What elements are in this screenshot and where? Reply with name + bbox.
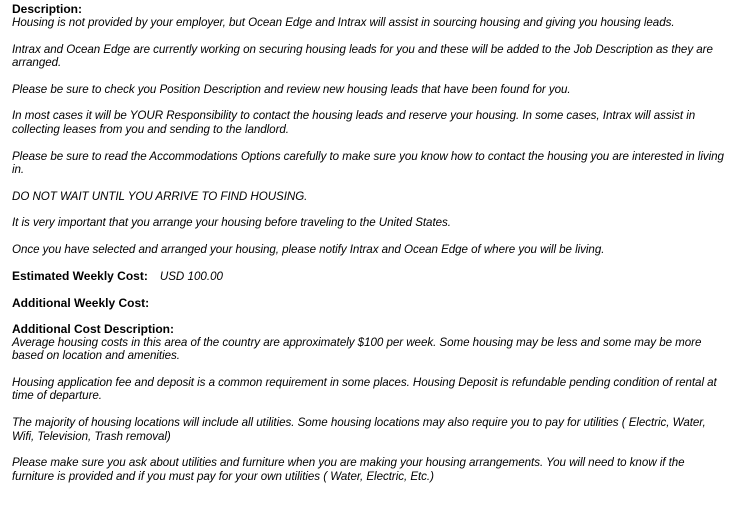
description-paragraph: Once you have selected and arranged your housing, please notify Intrax and Ocean Edge of where you will be living. bbox=[12, 242, 605, 256]
weekly-cost-row bbox=[12, 269, 729, 284]
additional-cost-paragraph: The majority of housing locations will include all utilities. Some housing locations may also require you to pay for utilities ( Electric, Water, Wifi, Television, Trash removal) bbox=[12, 415, 706, 443]
additional-cost-description-label: Additional Cost Description: bbox=[12, 321, 174, 336]
description-paragraph: Please be sure to read the Accommodations Options carefully to make sure you know how to contact the housing you are interested in living in. bbox=[12, 149, 724, 177]
weekly-cost-label: Estimated Weekly Cost: bbox=[12, 268, 148, 283]
description-paragraph: Housing is not provided by your employer, but Ocean Edge and Intrax will assist in sourcing housing and giving you housing leads. bbox=[12, 16, 675, 29]
description-paragraph: In most cases it will be YOUR Responsibility to contact the housing leads and reserve your housing. In some cases, Intrax will assist in collecting leases from you and sending to the landlord. bbox=[12, 109, 696, 136]
description-paragraph: Please be sure to check you Position Description and review new housing leads that have been found for you. bbox=[12, 82, 571, 96]
description-paragraph: Intrax and Ocean Edge are currently working on securing housing leads for you and these will be added to the Job Description as they are arranged. bbox=[12, 42, 713, 70]
additional-cost-paragraph: Please make sure you ask about utilities and furniture when you are making your housing arrangements. You will need to know if the furniture is provided and if you must pay for your own utilities ( Water, Electric, Etc.) bbox=[12, 456, 685, 483]
description-paragraph: It is very important that you arrange your housing before traveling to the United States. bbox=[12, 216, 451, 230]
additional-cost-paragraph: Housing application fee and deposit is a common requirement in some places. Housing Deposit is refundable pending condition of rental at time of departure. bbox=[12, 375, 717, 403]
weekly-cost-value: USD 100.00 bbox=[159, 269, 223, 283]
additional-cost-paragraph: Average housing costs in this area of the country are approximately $100 per week. Some housing may be less and some may be more based on location and amenities. bbox=[12, 335, 702, 363]
additional-weekly-cost-label: Additional Weekly Cost: bbox=[12, 295, 150, 310]
description-label: Description: bbox=[12, 2, 83, 16]
description-paragraph: DO NOT WAIT UNTIL YOU ARRIVE TO FIND HOUSING. bbox=[12, 189, 308, 203]
